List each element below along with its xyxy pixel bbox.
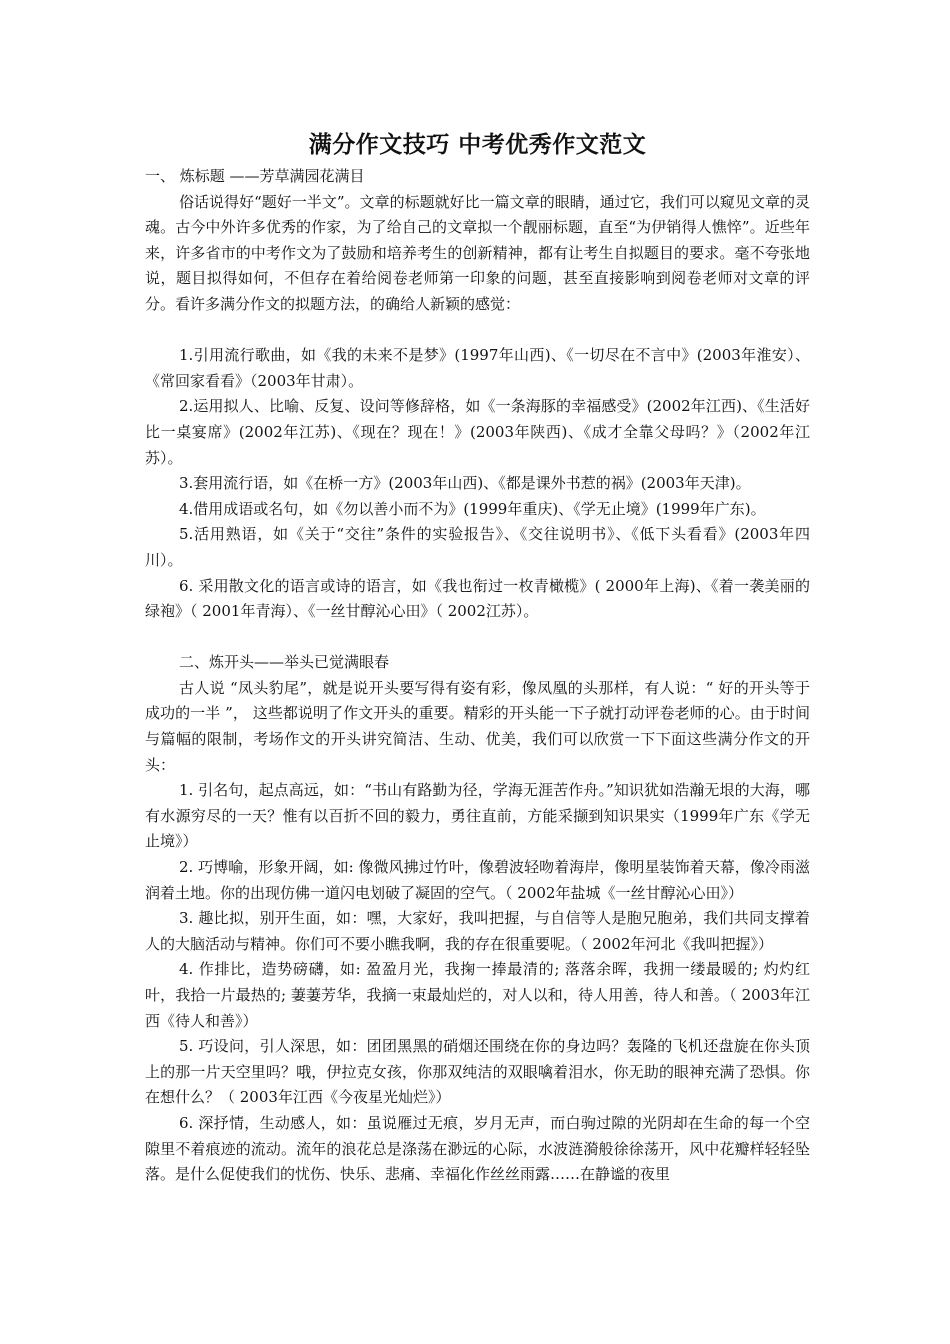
section-1-item-1: 1.引用流行歌曲，如《我的未来不是梦》(1997年山西)、《一切尽在不言中》(2003年淮安）、《常回家看看》（2003年甘肃）。: [145, 346, 810, 390]
section-2-item-2: 2. 巧博喻，形象开阔，如: 像微风拂过竹叶，像碧波轻吻着海岸，像明星装饰着天幕，像冷雨滋润着土地。你的出现仿佛一道闪电划破了凝固的空气。（ 2002年盐城《一丝甘醇沁心田》）: [145, 858, 810, 902]
section-2: [145, 650, 810, 1187]
blank-line: [145, 625, 810, 651]
section-2-item-3: 3. 趣比拟，别开生面，如：嘿，大家好，我叫把握，与自信等人是胞兄胞弟，我们共同支撑着人的大脑活动与精神。你们可不要小瞧我啊，我的存在很重要呢。（ 2002年河北《我叫把握》）: [145, 909, 810, 953]
section-1-item-6: 6. 采用散文化的语言或诗的语言，如《我也衔过一枚青橄榄》( 2000年上海)、《着一袭美丽的绿袍》（ 2001年青海）、《一丝甘醇沁心田》（ 2002江苏）。: [145, 576, 810, 621]
section-1-heading: 一、 炼标题 ——芳草满园花满目: [145, 167, 365, 185]
section-1: [145, 164, 810, 625]
document-title: 满分作文技巧 中考优秀作文范文: [308, 132, 647, 158]
section-2-item-4: 4. 作排比，造势磅礴，如: 盈盈月光，我掬一捧最清的; 落落余晖，我拥一缕最暖的; 灼灼红叶，我拾一片最热的; 萋萋芳华，我摘一束最灿烂的，对人以和，待人用善，待人和善。（ 2003年江西《待人和善》）: [145, 960, 810, 1030]
section-2-heading: 二、炼开头——举头已觉满眼春: [179, 653, 390, 672]
blank-line: [145, 318, 810, 344]
section-2-item-6: 6. 深抒情，生动感人，如：虽说雁过无痕，岁月无声，而白驹过隙的光阴却在生命的每一个空隙里不着痕迹的流动。流年的浪花总是涤荡在渺远的心际，水波涟漪般徐徐荡开，风中花瓣样轻轻坠落。是什么促使我们的忧伤、快乐、悲痛、幸福化作丝丝雨露……在静谧的夜里: [145, 1113, 810, 1184]
section-2-item-5: 5. 巧设问，引人深思，如：团团黑黑的硝烟还围绕在你的身边吗？轰隆的飞机还盘旋在你头顶上的那一片天空里吗？哦，伊拉克女孩，你那双纯洁的双眼噙着泪水，你无助的眼神充满了恐惧。你在想什么？（ 2003年江西《今夜星光灿烂》）: [145, 1037, 810, 1107]
section-1-item-4: 4.借用成语或名句，如《勿以善小而不为》(1999年重庆)、《学无止境》(1999年广东)。: [179, 499, 766, 518]
document-page: [145, 128, 810, 1188]
section-1-item-5: 5.活用熟语，如《关于“交往”条件的实验报告》、《交往说明书》、《低下头看看》(2003年四川）。: [145, 525, 810, 569]
section-2-item-1: 1. 引名句，起点高远，如：“书山有路勤为径，学海无涯苦作舟。”知识犹如浩瀚无垠的大海，哪有水源穷尽的一天？惟有以百折不回的毅力，勇往直前，方能采撷到知识果实（1999年广东《学无止境》）: [145, 781, 810, 851]
section-1-item-3: 3.套用流行语，如《在桥一方》(2003年山西)、《都是课外书惹的祸》(2003年天津)。: [179, 474, 751, 493]
section-1-item-2: 2.运用拟人、比喻、反复、设问等修辞格，如《一条海豚的幸福感受》(2002年江西)、《生活好比一桌宴席》(2002年江苏)、《现在？现在！》(2003年陕西)、《成才全靠父母吗？》（2002年江苏）。: [145, 397, 810, 467]
section-1-intro-paragraph: 俗话说得好“题好一半文”。文章的标题就好比一篇文章的眼睛，通过它，我们可以窥见文章的灵魂。古今中外许多优秀的作家，为了给自己的文章拟一个靓丽标题，直至“为伊销得人憔悴”。近些年来，许多省市的中考作文为了鼓励和培养考生的创新精神，都有让考生自拟题目的要求。毫不夸张地说，题目拟得如何，不但存在着给阅卷老师第一印象的问题，甚至直接影响到阅卷老师对文章的评分。看许多满分作文的拟题方法，的确给人新颖的感觉：: [145, 192, 810, 313]
section-2-intro-paragraph: 古人说 “凤头豹尾”，就是说开头要写得有姿有彩，像凤凰的头那样，有人说：“ 好的开头等于成功的一半 ”， 这些都说明了作文开头的重要。精彩的开头能一下子就打动评卷老师的心。由于时间与篇幅的限制，考场作文的开头讲究简洁、生动、优美，我们可以欣赏一下下面这些满分作文的开头：: [145, 678, 810, 774]
